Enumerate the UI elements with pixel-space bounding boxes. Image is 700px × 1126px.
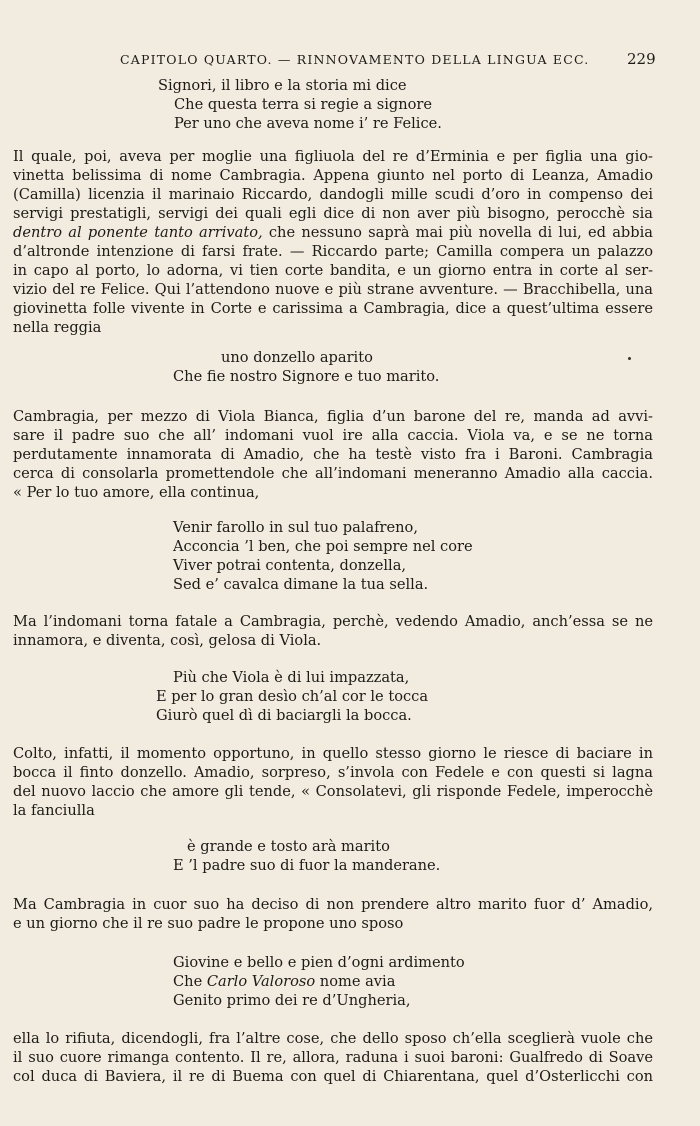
paragraph-6: [13, 1029, 653, 1086]
verse-block-5: [173, 837, 440, 875]
text-line: giovinetta folle vivente in Corte e carissima a Cambragia, dice a quest’ultima essere: [13, 300, 653, 317]
text-line: la fanciulla: [13, 802, 95, 819]
text-line: d’altronde intenzione di farsi frate. — Riccardo parte; Camilla compera un palazzo: [13, 243, 653, 260]
verse-block-6: [173, 953, 465, 1010]
text-line: Il quale, poi, aveva per moglie una figliuola del re d’Erminia e per figlia una gio-: [13, 148, 653, 165]
text-line: col duca di Baviera, il re di Buema con quel di Chiarentana, quel d’Osterlicchi con: [13, 1068, 653, 1085]
verse-line: Che fie nostro Signore e tuo marito.: [173, 368, 440, 385]
text-line: Ma l’indomani torna fatale a Cambragia, perchè, vedendo Amadio, anch’essa se ne: [13, 613, 653, 630]
verse-block-1: [158, 76, 442, 133]
print-speck: [628, 357, 631, 360]
running-head: CAPITOLO QUARTO. — RINNOVAMENTO DELLA LINGUA ECC.: [120, 52, 590, 67]
verse-line: Venir farollo in sul tuo palafreno,: [173, 519, 418, 536]
paragraph-5: [13, 895, 653, 933]
text-line: cerca di consolarla promettendole che all’indomani meneranno Amadio alla caccia.: [13, 465, 653, 482]
verse-block-4: [156, 668, 428, 725]
paragraph-4: [13, 744, 653, 820]
italic-phrase: dentro al ponente tanto arrivato,: [13, 224, 263, 241]
text-line: Cambragia, per mezzo di Viola Bianca, figlia d’un barone del re, manda ad avvi-: [13, 408, 653, 425]
page-header: [0, 50, 700, 72]
text-line: (Camilla) licenzia il marinaio Riccardo, dandogli mille scudi d’oro in compenso dei: [13, 186, 653, 203]
verse-line: è grande e tosto arà marito: [187, 838, 390, 855]
italic-name: Carlo Valoroso: [206, 973, 316, 990]
verse-line: Più che Viola è di lui impazzata,: [173, 669, 410, 686]
text-line: sare il padre suo che all’ indomani vuol ire alla caccia. Viola va, e se ne torna: [13, 427, 653, 444]
text-line-with-italic: [13, 223, 653, 242]
verse-line: E per lo gran desìo ch’al cor le tocca: [156, 688, 429, 705]
verse-block-2: [173, 348, 439, 386]
text-line: vizio del re Felice. Qui l’attendono nuove e più strane avventure. — Bracchibella, una: [13, 281, 653, 298]
paragraph-2: [13, 407, 653, 502]
verse-line: Per uno che aveva nome i’ re Felice.: [174, 115, 442, 132]
text-line: servigi prestatigli, servigi dei quali egli dice di non aver più bisogno, perocchè sia: [13, 205, 653, 222]
text-line: e un giorno che il re suo padre le propone uno sposo: [13, 915, 404, 932]
text-line: nella reggia: [13, 319, 102, 336]
verse-line: uno donzello aparito: [221, 349, 373, 366]
text-line: il suo cuore rimanga contento. Il re, allora, raduna i suoi baroni: Gualfredo di Soave: [13, 1049, 653, 1066]
text-fragment: Che: [173, 973, 207, 990]
verse-line: Signori, il libro e la storia mi dice: [158, 77, 407, 94]
text-line: del nuovo laccio che amore gli tende, « Consolatevi, gli risponde Fedele, imperocchè: [13, 783, 653, 800]
paragraph-1: [13, 147, 653, 337]
text-line: « Per lo tuo amore, ella continua,: [13, 484, 260, 501]
verse-line: Che questa terra si regie a signore: [174, 96, 433, 113]
text-line: Ma Cambragia in cuor suo ha deciso di non prendere altro marito fuor d’ Amadio,: [13, 896, 653, 913]
text-line: perdutamente innamorata di Amadio, che ha testè visto fra i Baroni. Cambragia: [13, 446, 653, 463]
text-line: Colto, infatti, il momento opportuno, in quello stesso giorno le riesce di baciare in: [13, 745, 653, 762]
text-line: ella lo rifiuta, dicendogli, fra l’altre cose, che dello sposo ch’ella sceglierà vuole che: [13, 1030, 653, 1047]
verse-line: Giovine e bello e pien d’ogni ardimento: [173, 954, 465, 971]
verse-line: E ’l padre suo di fuor la manderane.: [173, 857, 441, 874]
text-line: vinetta belissima di nome Cambragia. Appena giunto nel porto di Leanza, Amadio: [13, 167, 653, 184]
verse-line: Sed e’ cavalca dimane la tua sella.: [173, 576, 429, 593]
verse-line: Viver potrai contenta, donzella,: [173, 557, 407, 574]
verse-line: Acconcia ’l ben, che poi sempre nel core: [173, 538, 473, 555]
verse-line: Giurò quel dì di baciargli la bocca.: [156, 707, 412, 724]
paragraph-3: [13, 612, 653, 650]
text-line: bocca il finto donzello. Amadio, sorpreso, s’invola con Fedele e con questi si lagna: [13, 764, 653, 781]
verse-line: Genito primo dei re d’Ungheria,: [173, 992, 411, 1009]
text-fragment: che nessuno saprà mai più novella di lui, ed abbia: [262, 224, 653, 241]
verse-line-with-italic: [173, 972, 465, 991]
page-number: 229: [627, 50, 656, 68]
text-line: in capo al porto, lo adorna, vi tien corte bandita, e un giorno entra in corte al ser-: [13, 262, 653, 279]
text-line: innamora, e diventa, così, gelosa di Viola.: [13, 632, 322, 649]
verse-block-3: [173, 518, 473, 594]
text-fragment: nome avia: [315, 973, 396, 990]
